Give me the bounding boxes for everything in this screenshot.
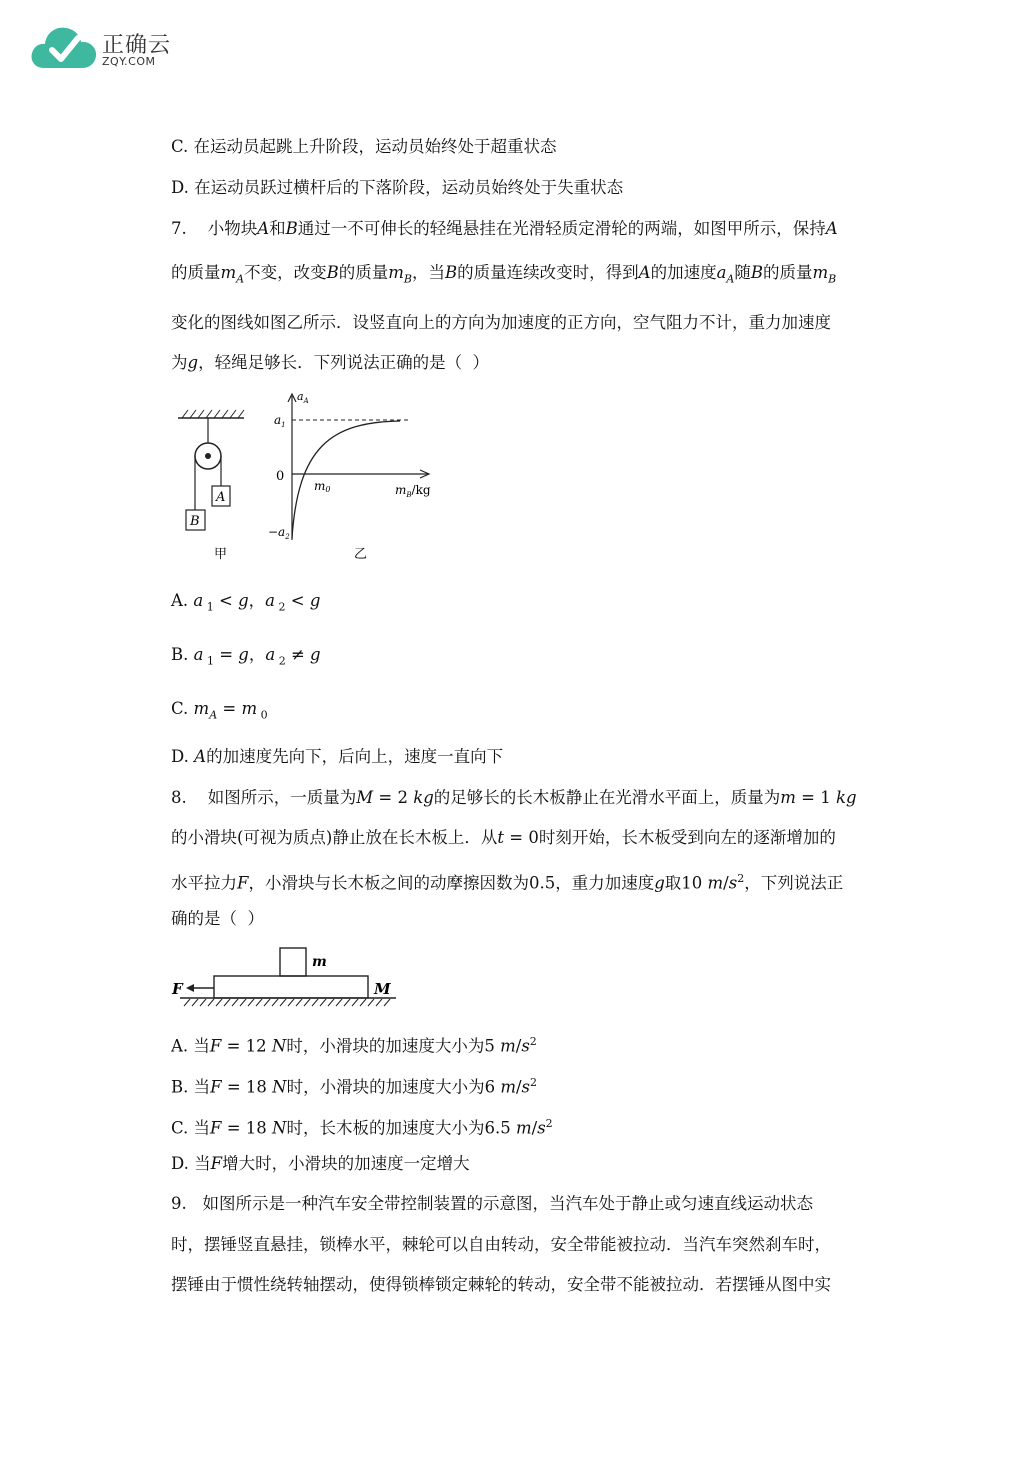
q8-option-b: B. 当F = 18 N时，小滑块的加速度大小为6 $m/s^2$ bbox=[171, 1076, 538, 1097]
q9-stem-line-2: 时，摆锤竖直悬挂，锁棒水平，棘轮可以自由转动，安全带能被拉动．当汽车突然刹车时， bbox=[171, 1235, 831, 1254]
neg-a2-label: $-a_2$ bbox=[268, 525, 290, 541]
board-m-label: M bbox=[374, 980, 391, 998]
brand-logo bbox=[30, 22, 190, 74]
y-axis-label: $a_A$ bbox=[297, 390, 309, 405]
q8-stem-line-4: 确的是（ ） bbox=[171, 909, 264, 928]
q8-option-c: C. 当F = 18 N时，长木板的加速度大小为6.5 $m/s^2$ bbox=[171, 1117, 553, 1138]
q8-stem-line-3: 水平拉力F，小滑块与长木板之间的动摩擦因数为0.5，重力加速度g取10 $m/s^2$，下列说法正 bbox=[171, 872, 844, 893]
figure-yi-label: 乙 bbox=[354, 547, 368, 562]
origin-label: 0 bbox=[276, 469, 285, 484]
m0-label: m0 bbox=[314, 479, 331, 494]
q7-stem-line-1: 7. 小物块A和B通过一不可伸长的轻绳悬挂在光滑轻质定滑轮的两端，如图甲所示，保持A bbox=[171, 219, 838, 238]
brand-domain: ZQY.COM bbox=[102, 55, 156, 68]
block-b-label: B bbox=[190, 514, 200, 529]
brand-name: 正确云 bbox=[102, 33, 172, 58]
q7-stem-line-4: 为g，轻绳足够长．下列说法正确的是（ ） bbox=[171, 353, 490, 372]
q6-option-c: C. 在运动员起跳上升阶段，运动员始终处于超重状态 bbox=[171, 137, 557, 156]
block-a-label: A bbox=[216, 490, 226, 505]
q8-stem-line-2: 的小滑块(可视为质点)静止放在长木板上．从t = 0时刻开始，长木板受到向左的逐渐增加的 bbox=[171, 828, 836, 847]
pulley-diagram bbox=[178, 410, 244, 562]
q7-number: 7. bbox=[171, 219, 187, 238]
q7-figure bbox=[170, 388, 450, 572]
q8-number: 8. bbox=[171, 788, 187, 807]
q7-option-a: A. a $_1$ < g，a $_2$ < g bbox=[171, 591, 321, 614]
q7-option-b: B. a $_1$ = g，a $_2$ ≠ g bbox=[171, 645, 321, 668]
x-axis-label: $m_B/kg$ bbox=[395, 483, 431, 499]
a1-label: $a_1$ bbox=[274, 413, 286, 429]
q8-option-a: A. 当F = 12 N时，小滑块的加速度大小为5 $m/s^2$ bbox=[171, 1035, 537, 1056]
q7-option-d: D. A的加速度先向下，后向上，速度一直向下 bbox=[171, 747, 504, 766]
q9-stem-line-3: 摆锤由于惯性绕转轴摆动，使得锁棒锁定棘轮的转动，安全带不能被拉动．若摆锤从图中实 bbox=[171, 1275, 831, 1294]
q7-stem-line-3: 变化的图线如图乙所示．设竖直向上的方向为加速度的正方向，空气阻力不计，重力加速度 bbox=[171, 313, 831, 332]
q8-stem-line-1: 8. 如图所示，一质量为M = 2 kg的足够长的长木板静止在光滑水平面上，质量为m = 1 kg bbox=[171, 788, 857, 807]
q7-stem-line-2: 的质量$m_A$不变，改变B的质量$m_B$，当B的质量连续改变时，得到A的加速度$a_A$随B的质量$m_B$ bbox=[171, 263, 837, 286]
figure-jia-label: 甲 bbox=[214, 547, 228, 562]
q8-option-d: D. 当F增大时，小滑块的加速度一定增大 bbox=[171, 1154, 470, 1173]
q8-figure bbox=[170, 944, 402, 1014]
q6-option-d: D. 在运动员跃过横杆后的下落阶段，运动员始终处于失重状态 bbox=[171, 178, 624, 197]
acceleration-graph bbox=[268, 390, 431, 562]
q7-option-c: C. $m_A = m$ $_0$ bbox=[171, 699, 268, 722]
q9-number: 9. bbox=[171, 1194, 187, 1213]
block-m-label: m bbox=[312, 954, 327, 970]
cloud-check-icon bbox=[30, 22, 98, 74]
force-f-label: F bbox=[172, 980, 183, 998]
q9-stem-line-1: 9. 如图所示是一种汽车安全带控制装置的示意图，当汽车处于静止或匀速直线运动状态 bbox=[171, 1194, 813, 1213]
